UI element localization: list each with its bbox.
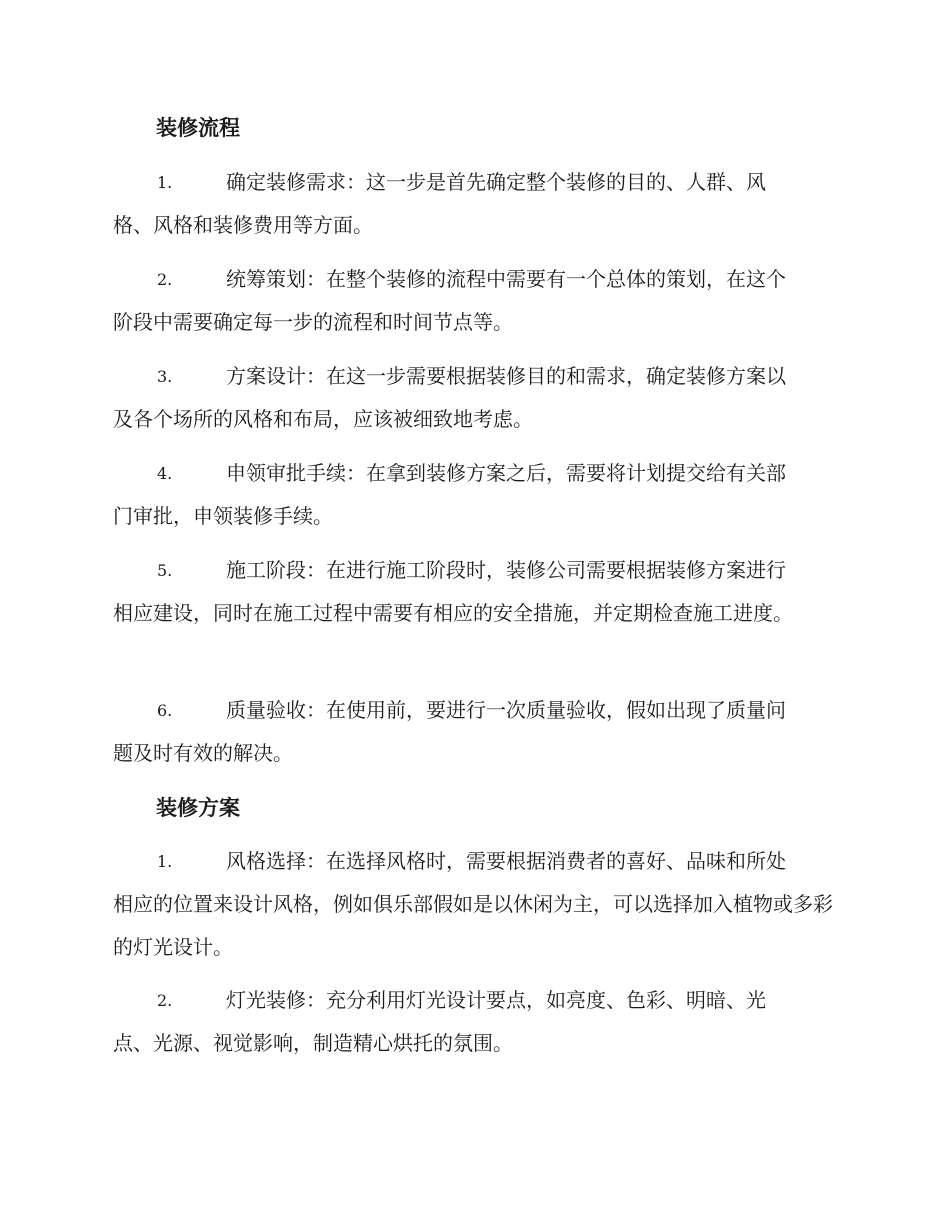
process-item-4	[113, 452, 835, 538]
item-first-line	[113, 258, 835, 301]
process-item-2	[113, 258, 835, 344]
item-first-line	[113, 689, 835, 732]
item-text-rest: 阶段中需要确定每一步的流程和时间节点等。	[113, 310, 513, 334]
item-number: 2.	[157, 991, 173, 1010]
item-text-line1: 质量验收：在使用前，要进行一次质量验收，假如出现了质量问	[226, 698, 786, 722]
item-text-rest: 门审批，申领装修手续。	[113, 504, 333, 528]
item-number: 2.	[157, 270, 173, 289]
item-text-rest: 及各个场所的风格和布局，应该被细致地考虑。	[113, 407, 533, 431]
item-number: 1.	[157, 173, 173, 192]
item-text-line1: 方案设计：在这一步需要根据装修目的和需求，确定装修方案以	[226, 364, 786, 388]
item-first-line	[113, 161, 835, 204]
item-number: 6.	[157, 701, 173, 720]
item-number: 3.	[157, 367, 173, 386]
item-text-rest: 相应建设，同时在施工过程中需要有相应的安全措施，并定期检查施工进度。	[113, 601, 793, 625]
item-first-line	[113, 355, 835, 398]
section-heading-process: 装修流程	[156, 115, 240, 140]
process-item-6	[113, 689, 835, 775]
item-text-line1: 统筹策划：在整个装修的流程中需要有一个总体的策划，在这个	[226, 267, 786, 291]
process-item-1	[113, 161, 835, 247]
item-first-line	[113, 979, 835, 1022]
item-text-line1: 确定装修需求：这一步是首先确定整个装修的目的、人群、风	[226, 170, 766, 194]
plan-item-1	[113, 840, 835, 969]
item-number: 4.	[157, 464, 173, 483]
item-number: 5.	[157, 561, 173, 580]
item-text-line1: 灯光装修：充分利用灯光设计要点，如亮度、色彩、明暗、光	[226, 988, 766, 1012]
item-text-rest: 点、光源、视觉影响，制造精心烘托的氛围。	[113, 1031, 513, 1055]
item-first-line	[113, 549, 835, 592]
item-text-rest: 题及时有效的解决。	[113, 741, 293, 765]
item-first-line	[113, 452, 835, 495]
process-item-5	[113, 549, 835, 635]
section-heading-plan: 装修方案	[156, 795, 240, 820]
process-item-3	[113, 355, 835, 441]
item-first-line	[113, 840, 835, 883]
item-text-line1: 施工阶段：在进行施工阶段时，装修公司需要根据装修方案进行	[226, 558, 786, 582]
plan-item-2	[113, 979, 835, 1065]
item-text-rest: 相应的位置来设计风格，例如俱乐部假如是以休闲为主，可以选择加入植物或多彩的灯光设计。	[113, 892, 833, 959]
item-number: 1.	[157, 852, 173, 871]
item-text-rest: 格、风格和装修费用等方面。	[113, 213, 373, 237]
item-text-line1: 风格选择：在选择风格时，需要根据消费者的喜好、品味和所处	[226, 849, 786, 873]
item-text-line1: 申领审批手续：在拿到装修方案之后，需要将计划提交给有关部	[226, 461, 786, 485]
